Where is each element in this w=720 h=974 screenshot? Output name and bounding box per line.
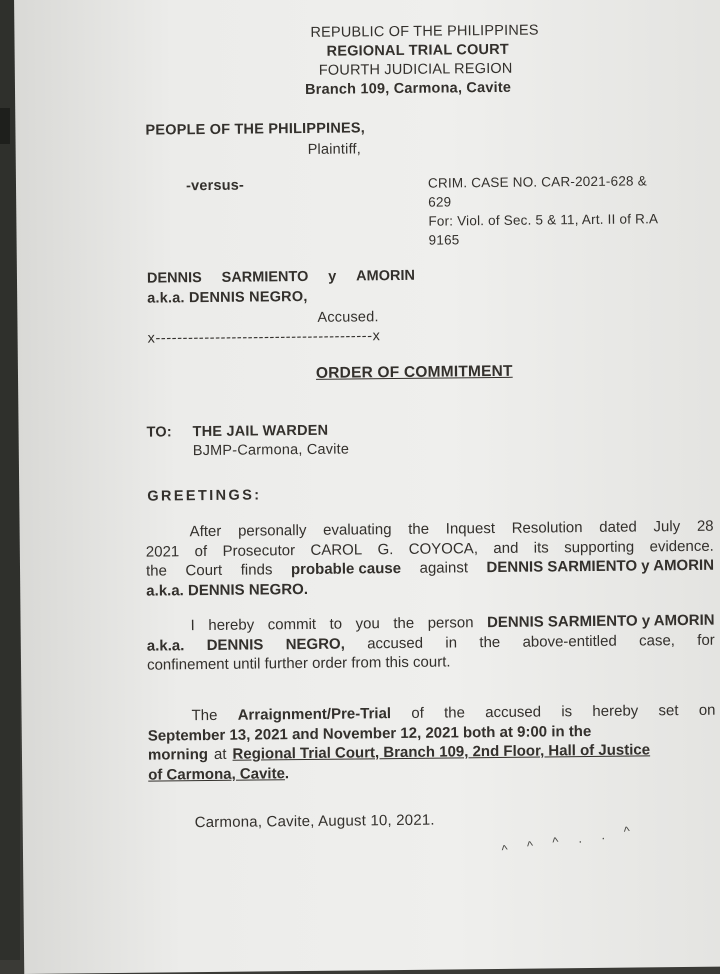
word: at <box>213 745 227 763</box>
word: The <box>191 706 218 725</box>
word: COYOCA, <box>408 539 479 558</box>
word: accused <box>367 634 424 652</box>
paragraph-2 <box>147 611 716 675</box>
word: the <box>145 562 167 580</box>
word: confinement until further order from this court. <box>146 653 451 674</box>
hearing-venue-cont: of Carmona, Cavite <box>148 764 285 784</box>
word: hereby <box>592 702 639 720</box>
accused-middle: AMORIN <box>356 267 416 285</box>
accused-alias: a.k.a. DENNIS NEGRO, <box>147 288 308 307</box>
word: Court <box>185 561 223 580</box>
word: finds <box>240 561 273 579</box>
to-label: TO: <box>146 424 172 441</box>
case-charge: For: Viol. of Sec. 5 & 11, Art. II of R.A <box>428 211 659 229</box>
period: . <box>284 764 290 782</box>
word: you <box>355 615 380 633</box>
word: July <box>653 518 681 536</box>
addressee-name: THE JAIL WARDEN <box>192 422 329 441</box>
word: accused <box>485 703 542 722</box>
header-branch: Branch 109, Carmona, Cavite <box>304 79 512 98</box>
word: the <box>443 704 466 722</box>
word: 28 <box>696 517 714 535</box>
word: personally <box>237 521 307 540</box>
word: DENNIS <box>206 635 264 654</box>
document-page <box>14 0 720 974</box>
header-court: REGIONAL TRIAL COURT <box>326 41 510 60</box>
case-charge-cont: 9165 <box>428 232 460 248</box>
arraignment-label: Arraignment/Pre-Trial <box>237 705 392 724</box>
word: and <box>493 539 519 557</box>
plaintiff-role: Plaintiff, <box>307 141 362 158</box>
word: 2021 <box>145 542 180 561</box>
word: evaluating <box>323 521 392 539</box>
word: G. <box>377 540 394 558</box>
word: of <box>194 542 208 560</box>
accused-y: y <box>328 268 337 285</box>
versus-label: -versus- <box>185 177 245 195</box>
word: the <box>408 520 430 538</box>
ink-marks: ^ ^ ^ . . ^ <box>500 822 639 858</box>
paragraph-3 <box>147 701 716 785</box>
word: Prosecutor <box>222 541 296 560</box>
hearing-dates: September 13, 2021 and November 12, 2021 both at 9:00 in the <box>147 722 592 745</box>
word: in <box>445 633 458 652</box>
header-region: FOURTH JUDICIAL REGION <box>318 60 513 79</box>
accused-first: DENNIS <box>146 270 202 287</box>
accused-alias-ref: a.k.a. DENNIS NEGRO. <box>146 580 309 600</box>
word: for <box>697 631 715 649</box>
word: hereby <box>208 616 255 634</box>
word: person <box>427 614 474 632</box>
word: dated <box>599 518 637 536</box>
greeting: GREETINGS: <box>147 487 262 505</box>
accused-name <box>147 268 415 287</box>
word: the <box>393 614 415 633</box>
word: NEGRO, <box>285 635 345 653</box>
paragraph-1 <box>146 517 715 601</box>
word: After <box>189 522 222 541</box>
word: case, <box>638 631 676 649</box>
document-title: ORDER OF COMMITMENT <box>315 362 513 382</box>
word: on <box>698 701 716 719</box>
word: set <box>658 702 679 720</box>
word: above-entitled <box>522 632 617 651</box>
dateline: Carmona, Cavite, August 10, 2021. <box>194 811 435 832</box>
word: I <box>190 617 195 635</box>
word: against <box>419 559 469 577</box>
accused-role: Accused. <box>317 309 379 326</box>
probable-cause: probable cause <box>290 559 402 579</box>
accused-last: SARMIENTO <box>221 268 309 286</box>
case-number-cont: 629 <box>428 194 452 210</box>
word: supporting <box>564 538 635 556</box>
plaintiff-name: PEOPLE OF THE PHILIPPINES, <box>145 120 366 139</box>
word: the <box>479 633 501 651</box>
addressee-location: BJMP-Carmona, Cavite <box>192 441 350 460</box>
word: evidence. <box>649 537 714 555</box>
header-republic: REPUBLIC OF THE PHILIPPINES <box>310 22 539 41</box>
word: of <box>411 704 424 722</box>
case-number: CRIM. CASE NO. CAR-2021-628 & <box>427 173 647 191</box>
hearing-venue: Regional Trial Court, Branch 109, 2nd Floor, Hall of Justice <box>232 741 651 763</box>
accused-name-ref: DENNIS SARMIENTO y AMORIN <box>486 556 715 577</box>
background-object <box>0 108 10 144</box>
word: CAROL <box>310 540 363 559</box>
accused-name-ref: DENNIS SARMIENTO y AMORIN <box>486 611 715 632</box>
word: morning <box>147 746 209 764</box>
word: commit <box>267 615 317 634</box>
word: a.k.a. <box>146 636 185 655</box>
word: Resolution <box>511 519 583 537</box>
word: Inquest <box>445 519 496 538</box>
word: its <box>533 538 549 557</box>
word: is <box>561 703 573 721</box>
caption-separator: x----------------------------------------x <box>147 328 381 347</box>
word: to <box>329 615 343 633</box>
